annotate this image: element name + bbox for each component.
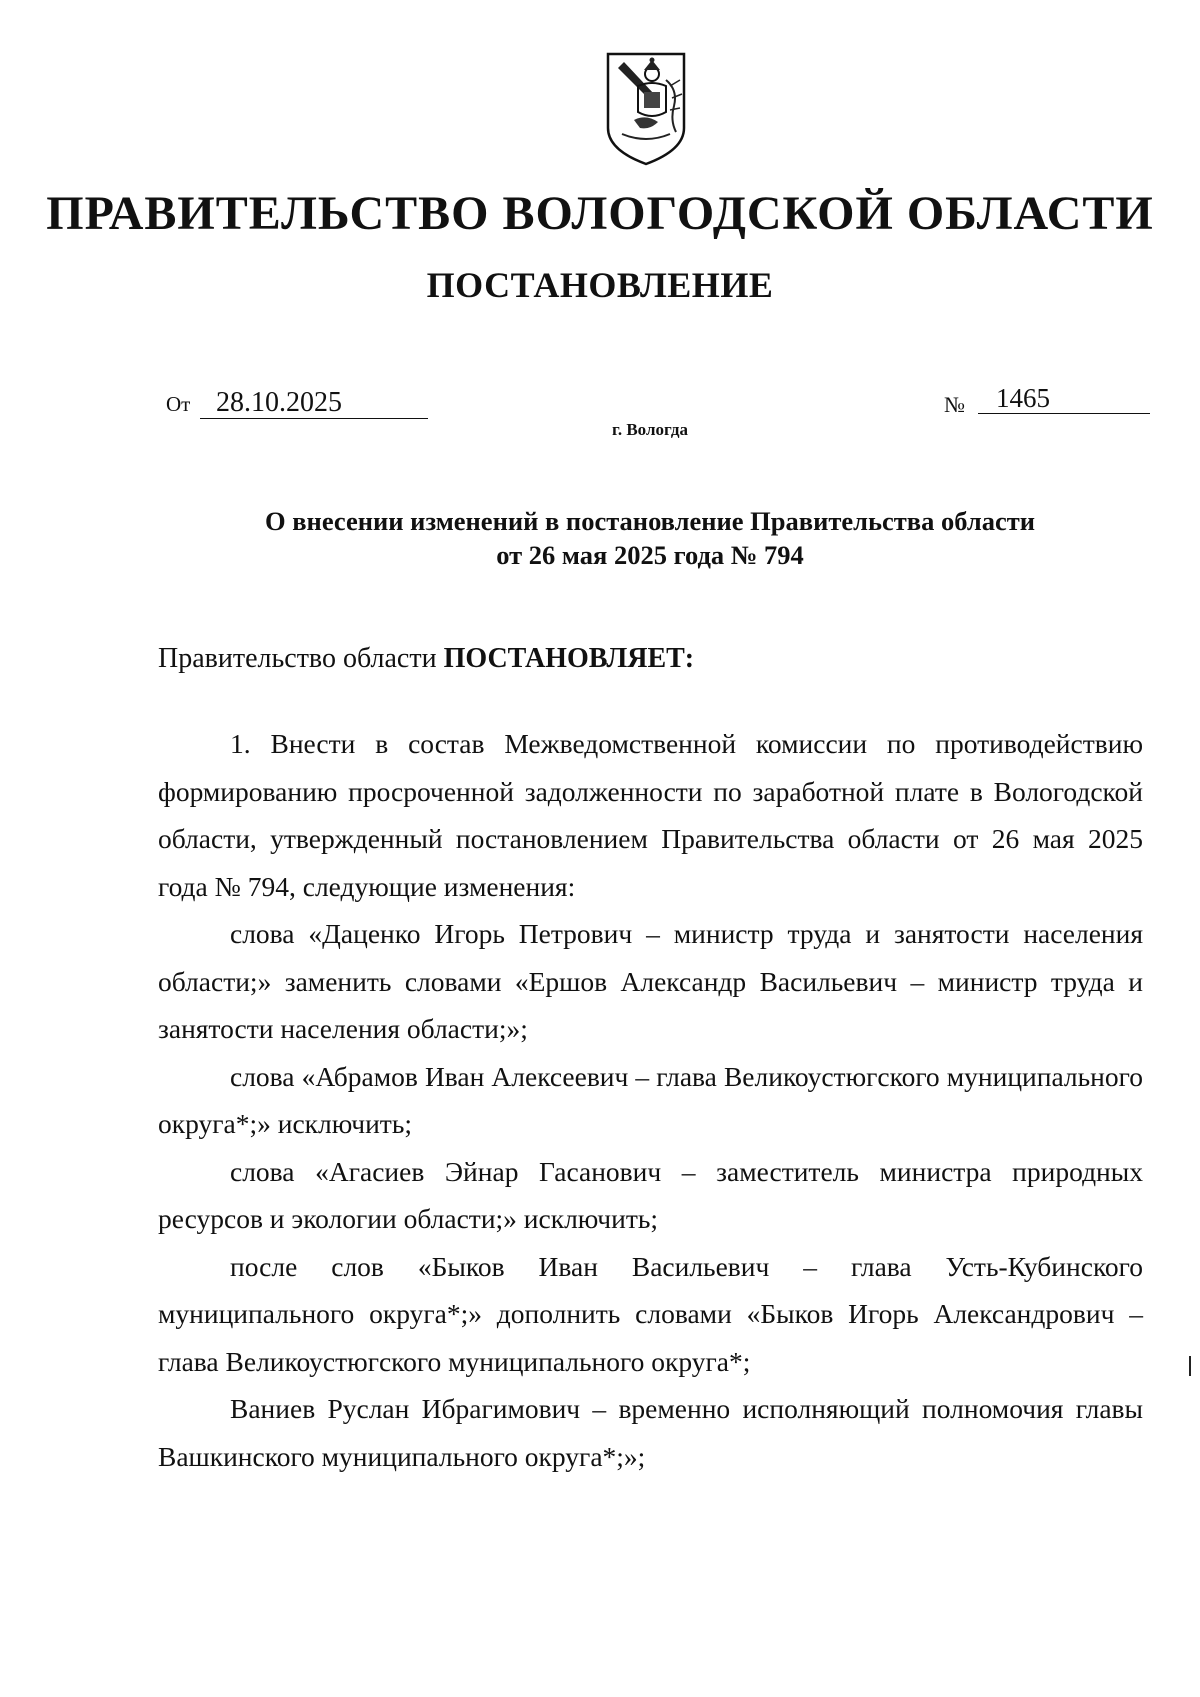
body-paragraph: Ваниев Руслан Ибрагимович – временно исполняющий полномочия главы Вашкинского муниципального округа*;»;: [158, 1393, 1143, 1472]
body-paragraph: после слов «Быков Иван Васильевич – глава Усть-Кубинского муниципального округа*;» дополнить словами «Быков Игорь Александрович – глава Великоустюгского муниципального округа*;: [158, 1250, 1143, 1377]
intro-text: Правительство области: [158, 643, 437, 674]
subject-line-1: О внесении изменений в постановление Правительства области: [265, 506, 1035, 536]
coat-of-arms-emblem: [604, 50, 688, 168]
body-paragraph: слова «Абрамов Иван Алексеевич – глава Великоустюгского муниципального округа*;» исключить;: [158, 1060, 1143, 1139]
city: г. Вологда: [612, 420, 688, 439]
subject-line-2: от 26 мая 2025 года № 794: [496, 540, 804, 570]
body-paragraph: слова «Агасиев Эйнар Гасанович – заместитель министра природных ресурсов и экологии области;» исключить;: [158, 1155, 1143, 1234]
body-paragraph: 1. Внести в состав Межведомственной комиссии по противодействию формированию просроченной задолженности по заработной плате в Вологодской области, утвержденный постановлением Правительства области от 26 мая 2025 года № 794, следующие изменения:: [158, 728, 1143, 902]
resolution-intro: [158, 643, 694, 675]
document-number: 1465: [978, 383, 1150, 414]
document-subject: [150, 504, 1150, 572]
body-paragraph: слова «Даценко Игорь Петрович – министр труда и занятости населения области;» заменить словами «Ершов Александр Васильевич – министр труда и занятости населения области;»;: [158, 918, 1143, 1044]
intro-decree-word: ПОСТАНОВЛЯЕТ:: [443, 643, 695, 674]
margin-mark: [1189, 1356, 1191, 1376]
document-body: [158, 720, 1143, 1480]
document-date: 28.10.2025: [200, 388, 428, 419]
date-prefix: От: [166, 392, 191, 416]
number-prefix: №: [944, 392, 965, 417]
document-type: ПОСТАНОВЛЕНИЕ: [426, 265, 774, 305]
organization-title: ПРАВИТЕЛЬСТВО ВОЛОГОДСКОЙ ОБЛАСТИ: [46, 187, 1154, 240]
